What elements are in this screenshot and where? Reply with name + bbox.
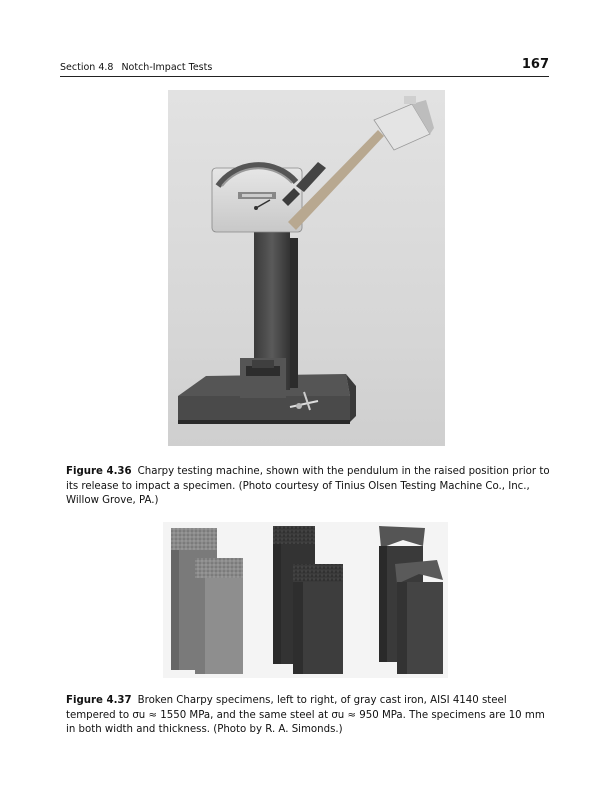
figure-caption-4-36 xyxy=(66,465,554,509)
figure-label: Figure 4.37 xyxy=(66,695,132,706)
caption-text: Broken Charpy specimens, left to right, of gray cast iron, AISI 4140 steel tempered to σu ≈ 1550 MPa, and the same steel at σu ≈ 950 MPa. The specimens are 10 mm in both width and thickness. (Photo by R. A. Simonds.) xyxy=(66,695,545,736)
section-title: Notch-Impact Tests xyxy=(121,62,213,73)
caption-text: Charpy testing machine, shown with the pendulum in the raised position prior to its release to impact a specimen. (Photo courtesy of Tinius Olsen Testing Machine Co., Inc., Willow Grove, PA.) xyxy=(66,466,550,507)
section-number: Section 4.8 xyxy=(60,62,114,73)
figure-label: Figure 4.36 xyxy=(66,466,132,477)
section-heading xyxy=(60,61,212,75)
page-number: 167 xyxy=(521,57,549,72)
broken-specimens-photo xyxy=(163,522,448,678)
figure-caption-4-37 xyxy=(66,694,554,738)
charpy-machine-photo xyxy=(168,90,445,446)
running-head xyxy=(60,57,549,77)
